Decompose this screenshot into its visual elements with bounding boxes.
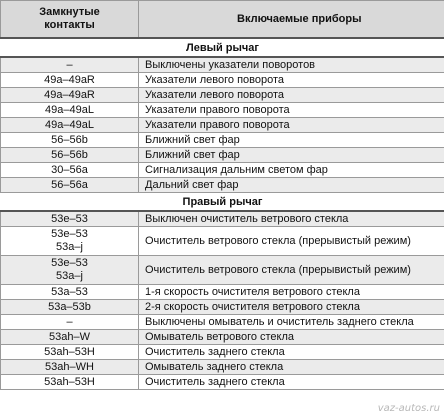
- contacts-cell: 56–56а: [1, 178, 139, 193]
- contacts-cell: 53аh–53H: [1, 345, 139, 360]
- table-row: [1, 315, 444, 330]
- header-contacts-line1: Замкнутые: [39, 6, 100, 18]
- contacts-cell: 49а–49аL: [1, 118, 139, 133]
- contacts-cell: 49а–49аR: [1, 88, 139, 103]
- table-row: [1, 118, 444, 133]
- devices-cell: Дальний свет фар: [139, 178, 444, 193]
- contacts-line2: 53а–j: [56, 241, 83, 253]
- devices-cell: Выключены омыватель и очиститель заднего стекла: [139, 315, 444, 330]
- table-row: [1, 285, 444, 300]
- table-row: [1, 178, 444, 193]
- devices-cell: Ближний свет фар: [139, 133, 444, 148]
- devices-cell: Указатели левого поворота: [139, 73, 444, 88]
- devices-cell: Омыватель ветрового стекла: [139, 330, 444, 345]
- contacts-cell: –: [1, 57, 139, 73]
- table-row: [1, 148, 444, 163]
- table-row: [1, 133, 444, 148]
- devices-cell: Ближний свет фар: [139, 148, 444, 163]
- contacts-cell: 53аh–W: [1, 330, 139, 345]
- contacts-line1: 53е–53: [51, 228, 88, 240]
- table-row: [1, 73, 444, 88]
- contacts-line2: 53а–j: [56, 270, 83, 282]
- devices-cell: Сигнализация дальним светом фар: [139, 163, 444, 178]
- devices-cell: Очиститель заднего стекла: [139, 345, 444, 360]
- section-title: Правый рычаг: [1, 193, 444, 212]
- contacts-cell: 49а–49аR: [1, 73, 139, 88]
- devices-cell: Выключен очиститель ветрового стекла: [139, 211, 444, 227]
- table-body: [1, 38, 444, 390]
- table-row: [1, 256, 444, 285]
- contacts-cell: 53аh–53H: [1, 375, 139, 390]
- watermark: vaz-autos.ru: [377, 403, 440, 414]
- table-row: [1, 88, 444, 103]
- table-row: [1, 300, 444, 315]
- contacts-line1: 53е–53: [51, 257, 88, 269]
- devices-cell: Омыватель заднего стекла: [139, 360, 444, 375]
- contacts-cell: 53е–53: [1, 211, 139, 227]
- contacts-cell: 49а–49аL: [1, 103, 139, 118]
- devices-cell: Очиститель заднего стекла: [139, 375, 444, 390]
- devices-cell: Очиститель ветрового стекла (прерывистый режим): [139, 227, 444, 256]
- table-row: [1, 163, 444, 178]
- contacts-cell: –: [1, 315, 139, 330]
- devices-cell: 2-я скорость очистителя ветрового стекла: [139, 300, 444, 315]
- section-header-right-lever: [1, 193, 444, 212]
- table-row: [1, 375, 444, 390]
- table-row: [1, 360, 444, 375]
- table-row: [1, 330, 444, 345]
- table-row: [1, 211, 444, 227]
- contacts-cell: 53аh–WH: [1, 360, 139, 375]
- table-row: [1, 103, 444, 118]
- contacts-cell: 56–56b: [1, 148, 139, 163]
- devices-cell: Указатели правого поворота: [139, 118, 444, 133]
- header-contacts: [1, 1, 139, 39]
- devices-cell: Указатели правого поворота: [139, 103, 444, 118]
- devices-cell: 1-я скорость очистителя ветрового стекла: [139, 285, 444, 300]
- table-row: [1, 227, 444, 256]
- devices-cell: Указатели левого поворота: [139, 88, 444, 103]
- table-row: [1, 57, 444, 73]
- devices-cell: Очиститель ветрового стекла (прерывистый режим): [139, 256, 444, 285]
- header-devices: Включаемые приборы: [139, 1, 444, 39]
- header-contacts-line2: контакты: [44, 19, 95, 31]
- devices-cell: Выключены указатели поворотов: [139, 57, 444, 73]
- section-header-left-lever: [1, 38, 444, 57]
- table-header-row: [1, 1, 444, 39]
- section-title: Левый рычаг: [1, 38, 444, 57]
- contacts-cell: [1, 227, 139, 256]
- contacts-cell: 53а–53: [1, 285, 139, 300]
- contacts-cell: 30–56а: [1, 163, 139, 178]
- contacts-cell: 56–56b: [1, 133, 139, 148]
- contacts-cell: 53а–53b: [1, 300, 139, 315]
- contacts-cell: [1, 256, 139, 285]
- table-row: [1, 345, 444, 360]
